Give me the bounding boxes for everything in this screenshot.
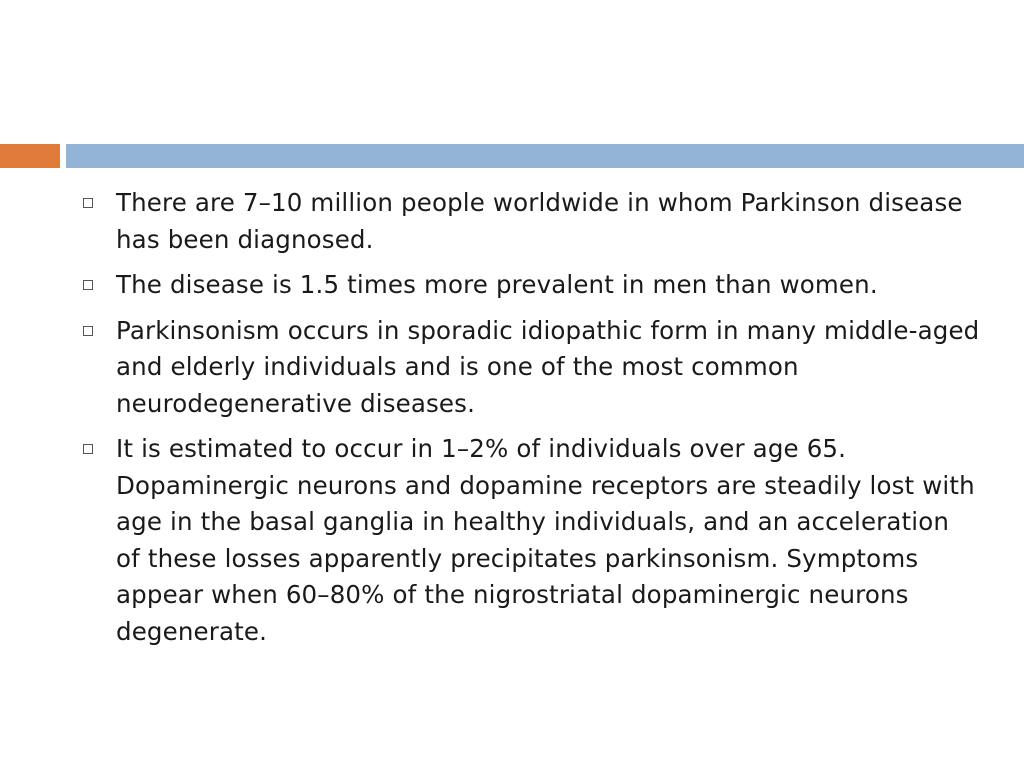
bullet-text: The disease is 1.5 times more prevalent in men than women. <box>116 270 878 299</box>
bullet-text: It is estimated to occur in 1–2% of individuals over age 65. Dopaminergic neurons and dopamine receptors are steadily lost with age in the basal ganglia in healthy individuals, and an acceleration of these losses apparently precipitates parkinsonism. Symptoms appear when 60–80% of the nigrostriatal dopaminergic neurons degenerate. <box>116 434 975 646</box>
bullet-item <box>80 431 980 650</box>
bullet-item <box>80 267 980 304</box>
accent-bar-orange <box>0 144 60 168</box>
bullet-text: There are 7–10 million people worldwide in whom Parkinson disease has been diagnosed. <box>116 188 963 254</box>
accent-bar-blue <box>66 144 1024 168</box>
bullet-list <box>80 185 980 659</box>
bullet-item <box>80 313 980 423</box>
hollow-square-icon <box>83 280 93 290</box>
hollow-square-icon <box>83 326 93 336</box>
bullet-text: Parkinsonism occurs in sporadic idiopathic form in many middle-aged and elderly individuals and is one of the most common neurodegenerative diseases. <box>116 315 980 418</box>
hollow-square-icon <box>83 198 93 208</box>
bullet-item <box>80 185 980 258</box>
hollow-square-icon <box>83 444 93 454</box>
